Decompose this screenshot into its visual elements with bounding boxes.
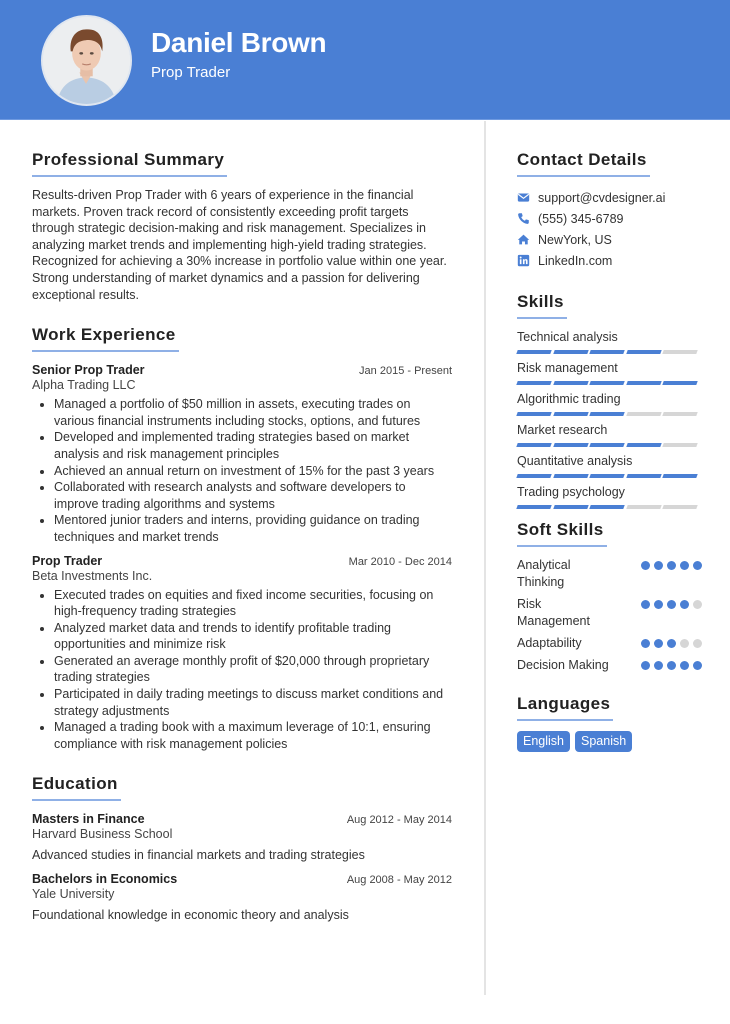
- rating-dot: [680, 661, 689, 670]
- skill-level-segment: [589, 474, 624, 478]
- skill-level-segment: [663, 505, 698, 509]
- skill-level-segment: [626, 443, 661, 447]
- rating-dot: [667, 561, 676, 570]
- linkedin-icon: [517, 254, 530, 267]
- soft-skill-item: [517, 557, 702, 591]
- column-divider: [484, 121, 486, 995]
- skill-level-bar: [517, 381, 697, 385]
- skill-level-bar: [517, 412, 697, 416]
- job-entry: [32, 554, 452, 753]
- degree-title: Bachelors in Economics: [32, 872, 178, 887]
- school-name: Harvard Business School: [32, 827, 173, 842]
- contact-phone[interactable]: [517, 208, 702, 229]
- rating-dot: [654, 661, 663, 670]
- skill-label: Technical analysis: [517, 330, 618, 344]
- rating-dot: [654, 600, 663, 609]
- skill-level-segment: [626, 350, 661, 354]
- education-entry: [32, 872, 452, 924]
- bullet-item: Achieved an annual return on investment of 15% for the past 3 years: [37, 463, 452, 480]
- skill-label: Trading psychology: [517, 485, 625, 499]
- rating-dot: [641, 639, 650, 648]
- contact-linkedin-text: LinkedIn.com: [538, 253, 613, 268]
- skill-level-segment: [516, 505, 551, 509]
- skill-level-segment: [626, 381, 661, 385]
- soft-skill-item: [517, 657, 702, 674]
- job-company: Beta Investments Inc.: [32, 568, 153, 583]
- soft-skill-rating: [641, 661, 702, 670]
- education-description: Foundational knowledge in economic theory and analysis: [32, 908, 349, 923]
- section-title: Work Experience: [32, 325, 179, 352]
- skill-level-segment: [663, 443, 698, 447]
- section-title: Professional Summary: [32, 150, 227, 177]
- job-title: Prop Trader: [32, 553, 103, 568]
- soft-skills-list: [517, 557, 702, 674]
- summary-text: Results-driven Prop Trader with 6 years of experience in the financial markets. Proven track record of consistently exceeding profit targets through strategic decision-making and risk management. Specializes in analyzing market trends and implementing high-yield trading strategies. Recognized for achieving a 30% increase in portfolio value within one year. Strong understanding of market dynamics and a passion for delivering exceptional results.: [32, 188, 447, 302]
- skill-level-segment: [516, 350, 551, 354]
- section-title: Soft Skills: [517, 520, 607, 547]
- skill-level-segment: [663, 412, 698, 416]
- rating-dot: [680, 561, 689, 570]
- skill-level-segment: [516, 474, 551, 478]
- skill-level-segment: [553, 412, 588, 416]
- skill-level-segment: [589, 350, 624, 354]
- education-description: Advanced studies in financial markets and trading strategies: [32, 848, 365, 863]
- job-title: Senior Prop Trader: [32, 363, 145, 378]
- rating-dot: [667, 639, 676, 648]
- soft-skill-item: [517, 596, 702, 630]
- contact-linkedin[interactable]: [517, 250, 702, 271]
- skill-label: Algorithmic trading: [517, 392, 621, 406]
- skill-item: [517, 484, 702, 509]
- skill-label: Quantitative analysis: [517, 454, 633, 468]
- skill-level-segment: [516, 381, 551, 385]
- contact-section: [517, 150, 702, 271]
- skill-item: [517, 360, 702, 385]
- sidebar-column: [517, 150, 702, 752]
- soft-skill-rating: [641, 561, 702, 570]
- rating-dot: [680, 600, 689, 609]
- education-entry: [32, 812, 452, 864]
- skill-label: Risk management: [517, 361, 618, 375]
- professional-summary-section: [32, 150, 452, 303]
- skill-level-segment: [626, 474, 661, 478]
- bullet-item: Developed and implemented trading strategies based on market analysis and risk management principles: [37, 429, 452, 462]
- bullet-item: Collaborated with research analysts and software developers to improve trading algorithms and systems: [37, 479, 452, 512]
- rating-dot: [667, 600, 676, 609]
- skill-level-segment: [553, 350, 588, 354]
- language-tag: English: [517, 731, 570, 752]
- soft-skill-item: [517, 635, 702, 652]
- bullet-item: Participated in daily trading meetings to discuss market conditions and strategy adjustments: [37, 686, 452, 719]
- skill-level-segment: [553, 505, 588, 509]
- section-title: Education: [32, 774, 121, 801]
- envelope-icon: [517, 191, 530, 204]
- job-entry: [32, 363, 452, 545]
- education-date: Aug 2012 - May 2014: [346, 814, 452, 827]
- contact-location: [517, 229, 702, 250]
- skill-level-segment: [626, 412, 661, 416]
- section-title: Languages: [517, 694, 613, 721]
- soft-skill-rating: [641, 600, 702, 609]
- skill-level-segment: [553, 443, 588, 447]
- job-company: Alpha Trading LLC: [32, 378, 136, 393]
- home-icon: [517, 233, 530, 246]
- candidate-role: Prop Trader: [151, 64, 231, 81]
- job-bullets: [37, 587, 452, 753]
- skill-level-segment: [626, 505, 661, 509]
- skills-section: [517, 292, 702, 509]
- bullet-item: Managed a trading book with a maximum leverage of 10:1, ensuring compliance with risk management policies: [37, 719, 452, 752]
- job-date: Jan 2015 - Present: [359, 365, 452, 378]
- rating-dot: [680, 639, 689, 648]
- skill-level-segment: [663, 381, 698, 385]
- skill-level-segment: [516, 443, 551, 447]
- education-date: Aug 2008 - May 2012: [346, 874, 452, 887]
- candidate-name: Daniel Brown: [151, 27, 327, 58]
- bullet-item: Executed trades on equities and fixed income securities, focusing on high-frequency trading strategies: [37, 587, 452, 620]
- skill-level-segment: [589, 443, 624, 447]
- skill-level-segment: [553, 381, 588, 385]
- languages-section: [517, 694, 702, 752]
- contact-location-text: NewYork, US: [538, 232, 612, 247]
- skill-level-bar: [517, 505, 697, 509]
- contact-phone-text: (555) 345-6789: [538, 211, 624, 226]
- skill-level-bar: [517, 474, 697, 478]
- skill-level-segment: [589, 505, 624, 509]
- bullet-item: Mentored junior traders and interns, providing guidance on trading techniques and market trends: [37, 512, 452, 545]
- skill-item: [517, 391, 702, 416]
- soft-skill-label: Decision Making: [517, 658, 609, 672]
- skill-level-segment: [589, 381, 624, 385]
- bullet-item: Analyzed market data and trends to identify profitable trading opportunities and minimize risk: [37, 620, 452, 653]
- rating-dot: [654, 561, 663, 570]
- rating-dot: [641, 561, 650, 570]
- rating-dot: [667, 661, 676, 670]
- avatar: [41, 15, 132, 106]
- skill-level-segment: [589, 412, 624, 416]
- bullet-item: Generated an average monthly profit of $20,000 through proprietary trading strategies: [37, 653, 452, 686]
- phone-icon: [517, 212, 530, 225]
- soft-skill-label: Adaptability: [517, 636, 582, 650]
- profile-photo: [43, 17, 130, 104]
- language-tag: Spanish: [575, 731, 632, 752]
- contact-email-text: support@cvdesigner.ai: [538, 190, 666, 205]
- skill-label: Market research: [517, 423, 608, 437]
- soft-skill-label: Analytical Thinking: [517, 558, 571, 589]
- rating-dot: [693, 639, 702, 648]
- skill-level-segment: [663, 350, 698, 354]
- school-name: Yale University: [32, 887, 115, 902]
- section-title: Contact Details: [517, 150, 650, 177]
- work-experience-section: [32, 325, 452, 752]
- skill-item: [517, 453, 702, 478]
- skill-item: [517, 329, 702, 354]
- bullet-item: Managed a portfolio of $50 million in assets, executing trades on various financial instruments including stocks, options, and futures: [37, 396, 452, 429]
- skill-level-segment: [516, 412, 551, 416]
- soft-skills-section: [517, 520, 702, 674]
- degree-title: Masters in Finance: [32, 812, 145, 827]
- rating-dot: [693, 661, 702, 670]
- rating-dot: [693, 600, 702, 609]
- skills-list: [517, 329, 702, 509]
- skill-level-bar: [517, 443, 697, 447]
- education-section: [32, 774, 452, 924]
- rating-dot: [641, 600, 650, 609]
- rating-dot: [641, 661, 650, 670]
- job-date: Mar 2010 - Dec 2014: [348, 555, 452, 568]
- rating-dot: [654, 639, 663, 648]
- skill-level-segment: [553, 474, 588, 478]
- job-bullets: [37, 396, 452, 545]
- section-title: Skills: [517, 292, 567, 319]
- languages-list: [517, 731, 702, 752]
- main-column: [32, 150, 452, 924]
- soft-skill-rating: [641, 639, 702, 648]
- contact-email[interactable]: [517, 187, 702, 208]
- skill-item: [517, 422, 702, 447]
- skill-level-bar: [517, 350, 697, 354]
- skill-level-segment: [663, 474, 698, 478]
- resume-header: [0, 0, 730, 120]
- rating-dot: [693, 561, 702, 570]
- soft-skill-label: Risk Management: [517, 597, 590, 628]
